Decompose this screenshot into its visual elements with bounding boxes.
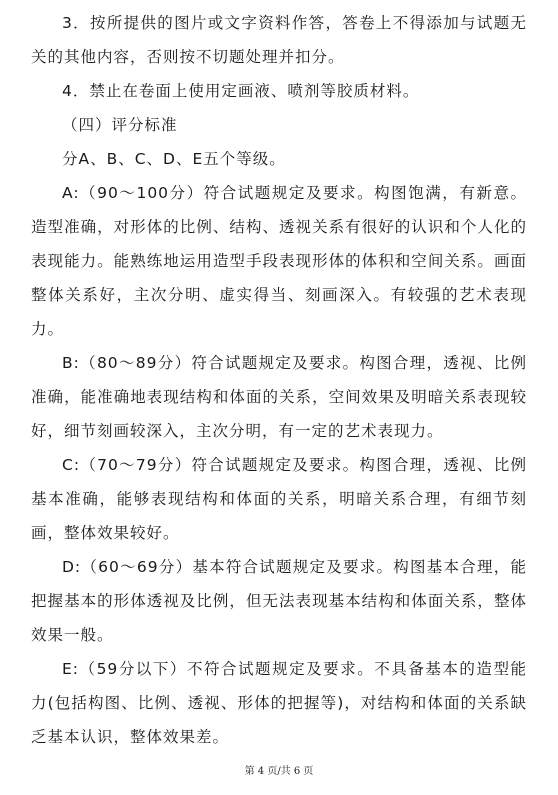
paragraph-rule-3: 3．按所提供的图片或文字资料作答，答卷上不得添加与试题无关的其他内容，否则按不切题处理并扣分。 (31, 14, 527, 66)
page-number: 第 4 页/共 6 页 (244, 766, 314, 777)
paragraph-grade-d: D:（60～69分）基本符合试题规定及要求。构图基本合理，能把握基本的形体透视及比例，但无法表现基本结构和体面关系，整体效果一般。 (31, 558, 527, 644)
paragraph-grade-levels: 分A、B、C、D、E五个等级。 (62, 150, 286, 168)
paragraph-grade-e: E:（59分以下）不符合试题规定及要求。不具备基本的造型能力(包括构图、比例、透视、形体的把握等)，对结构和体面的关系缺乏基本认识，整体效果差。 (31, 660, 527, 746)
paragraph-grade-c: C:（70～79分）符合试题规定及要求。构图合理，透视、比例基本准确，能够表现结构和体面的关系，明暗关系合理，有细节刻画，整体效果较好。 (31, 456, 527, 542)
document-body (31, 6, 527, 754)
paragraph-grade-a: A:（90～100分）符合试题规定及要求。构图饱满，有新意。造型准确，对形体的比例、结构、透视关系有很好的认识和个人化的表现能力。能熟练地运用造型手段表现形体的体积和空间关系。画面整体关系好，主次分明、虚实得当、刻画深入。有较强的艺术表现力。 (31, 184, 527, 338)
paragraph-rule-4: 4．禁止在卷面上使用定画液、喷剂等胶质材料。 (62, 82, 420, 100)
paragraph-grade-b: B:（80～89分）符合试题规定及要求。构图合理，透视、比例准确，能准确地表现结构和体面的关系，空间效果及明暗关系表现较好，细节刻画较深入，主次分明，有一定的艺术表现力。 (31, 354, 527, 440)
section-heading-grading: （四）评分标准 (62, 116, 178, 134)
